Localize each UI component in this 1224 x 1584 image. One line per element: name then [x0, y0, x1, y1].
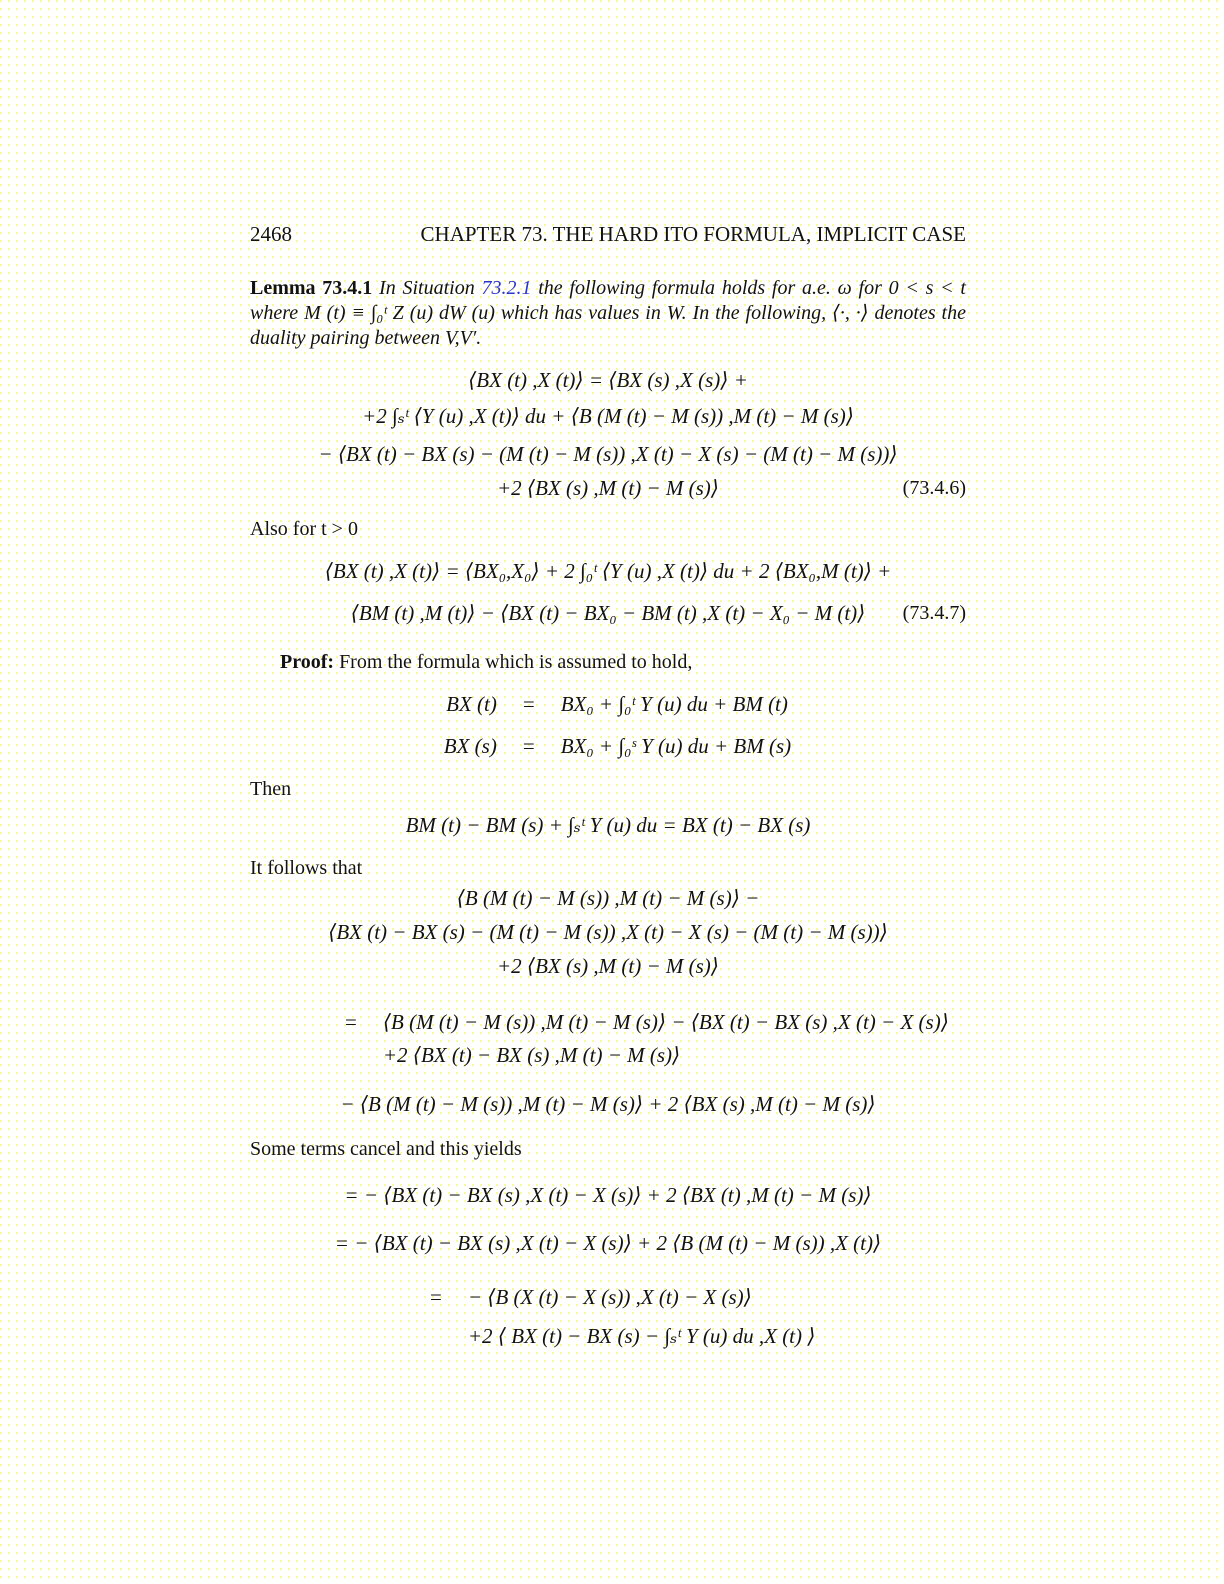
chapter-header: CHAPTER 73. THE HARD ITO FORMULA, IMPLICIT CASE [420, 222, 966, 246]
formula-row [425, 683, 791, 725]
equation-line: +2 ⟨BX (t) − BX (s) ,M (t) − M (s)⟩ [382, 1043, 681, 1067]
aligned-lines [383, 1009, 949, 1075]
also-for-text: Also for t > 0 [250, 518, 358, 540]
page-content [250, 222, 966, 1362]
final-equation-block [430, 1284, 966, 1362]
equation-73-4-6 [250, 367, 966, 501]
lemma-text-after-link: the following formula holds for a.e. ω for 0 < s < t where M (t) ≡ ∫₀ᵗ Z (u) dW (u) which has values in W. In the following, ⟨·, ·⟩ denotes the duality pairing between V,V′. [250, 277, 966, 349]
equation-body: +2 ⟨BX (s) ,M (t) − M (s)⟩ [496, 476, 719, 500]
equation-line: ⟨BX (t) − BX (s) − (M (t) − M (s)) ,X (t) − X (s) − (M (t) − M (s))⟩ [328, 920, 888, 944]
equation-line: = − ⟨BX (t) − BX (s) ,X (t) − X (s)⟩ + 2 ⟨B (M (t) − M (s)) ,X (t)⟩ [334, 1231, 882, 1255]
lemma-text-before-link: In Situation [372, 277, 482, 299]
formula-rhs: BX₀ + ∫₀ᵗ Y (u) du + BM (t) [560, 692, 788, 716]
equation-number: (73.4.6) [902, 477, 966, 499]
equation-line: ⟨B (M (t) − M (s)) ,M (t) − M (s)⟩ − [456, 886, 760, 910]
equation-line: − ⟨BX (t) − BX (s) − (M (t) − M (s)) ,X (t) − X (s) − (M (t) − M (s))⟩ [318, 442, 898, 466]
proof-paragraph [250, 650, 966, 675]
equation-line: ⟨BX (t) ,X (t)⟩ = ⟨BX₀,X₀⟩ + 2 ∫₀ᵗ ⟨Y (u) ,X (t)⟩ du + 2 ⟨BX₀,M (t)⟩ + [324, 559, 892, 583]
follows-text: It follows that [250, 857, 363, 879]
equals-sign: = [522, 734, 535, 758]
then-equation: BM (t) − BM (s) + ∫ₛᵗ Y (u) du = BX (t) − BX (s) [405, 813, 811, 837]
equals-sign: = [430, 1285, 442, 1309]
equation-line: ⟨BX (t) ,X (t)⟩ = ⟨BX (s) ,X (s)⟩ + [468, 368, 748, 392]
equation-line [250, 475, 966, 501]
equation-line: +2 ⟨ BX (t) − BX (s) − ∫ₛᵗ Y (u) du ,X (t) ⟩ [467, 1324, 816, 1348]
equation-line: +2 ⟨BX (s) ,M (t) − M (s)⟩ [496, 954, 719, 978]
running-head [250, 222, 966, 247]
equation-body: ⟨BM (t) ,M (t)⟩ − ⟨BX (t) − BX₀ − BM (t) ,X (t) − X₀ − M (t)⟩ [350, 601, 866, 625]
formula-row [425, 725, 791, 767]
equation-line: − ⟨B (M (t) − M (s)) ,M (t) − M (s)⟩ + 2 ⟨BX (s) ,M (t) − M (s)⟩ [340, 1092, 876, 1116]
situation-ref-link[interactable]: 73.2.1 [481, 277, 532, 299]
equals-sign: = [522, 692, 535, 716]
equation-line [250, 600, 966, 626]
equation-line: +2 ∫ₛᵗ ⟨Y (u) ,X (t)⟩ du + ⟨B (M (t) − M (s)) ,M (t) − M (s)⟩ [362, 404, 854, 428]
aligned-lines [468, 1284, 816, 1362]
equation-number: (73.4.7) [902, 602, 966, 624]
formula-lhs: BX (t) [446, 692, 497, 716]
lemma-paragraph [250, 276, 966, 351]
equation-line: − ⟨B (X (t) − X (s)) ,X (t) − X (s)⟩ [467, 1285, 752, 1309]
equation-line: = − ⟨BX (t) − BX (s) ,X (t) − X (s)⟩ + 2 ⟨BX (t) ,M (t) − M (s)⟩ [344, 1183, 872, 1207]
proof-intro: From the formula which is assumed to hold, [334, 651, 693, 673]
cancel-text: Some terms cancel and this yields [250, 1138, 522, 1160]
formula-rhs: BX₀ + ∫₀ˢ Y (u) du + BM (s) [560, 734, 792, 758]
equation-line: ⟨B (M (t) − M (s)) ,M (t) − M (s)⟩ − ⟨BX (t) − BX (s) ,X (t) − X (s)⟩ [382, 1010, 949, 1034]
lemma-label: Lemma 73.4.1 [250, 277, 373, 299]
follows-equations [250, 885, 966, 979]
equals-sign: = [345, 1010, 357, 1034]
formula-lhs: BX (s) [443, 734, 497, 758]
then-text: Then [250, 778, 292, 800]
proof-label: Proof: [280, 651, 335, 673]
aligned-equation-block [345, 1009, 966, 1075]
page-number: 2468 [250, 222, 292, 246]
assumed-formulas [425, 683, 791, 767]
equation-73-4-7 [250, 548, 966, 626]
